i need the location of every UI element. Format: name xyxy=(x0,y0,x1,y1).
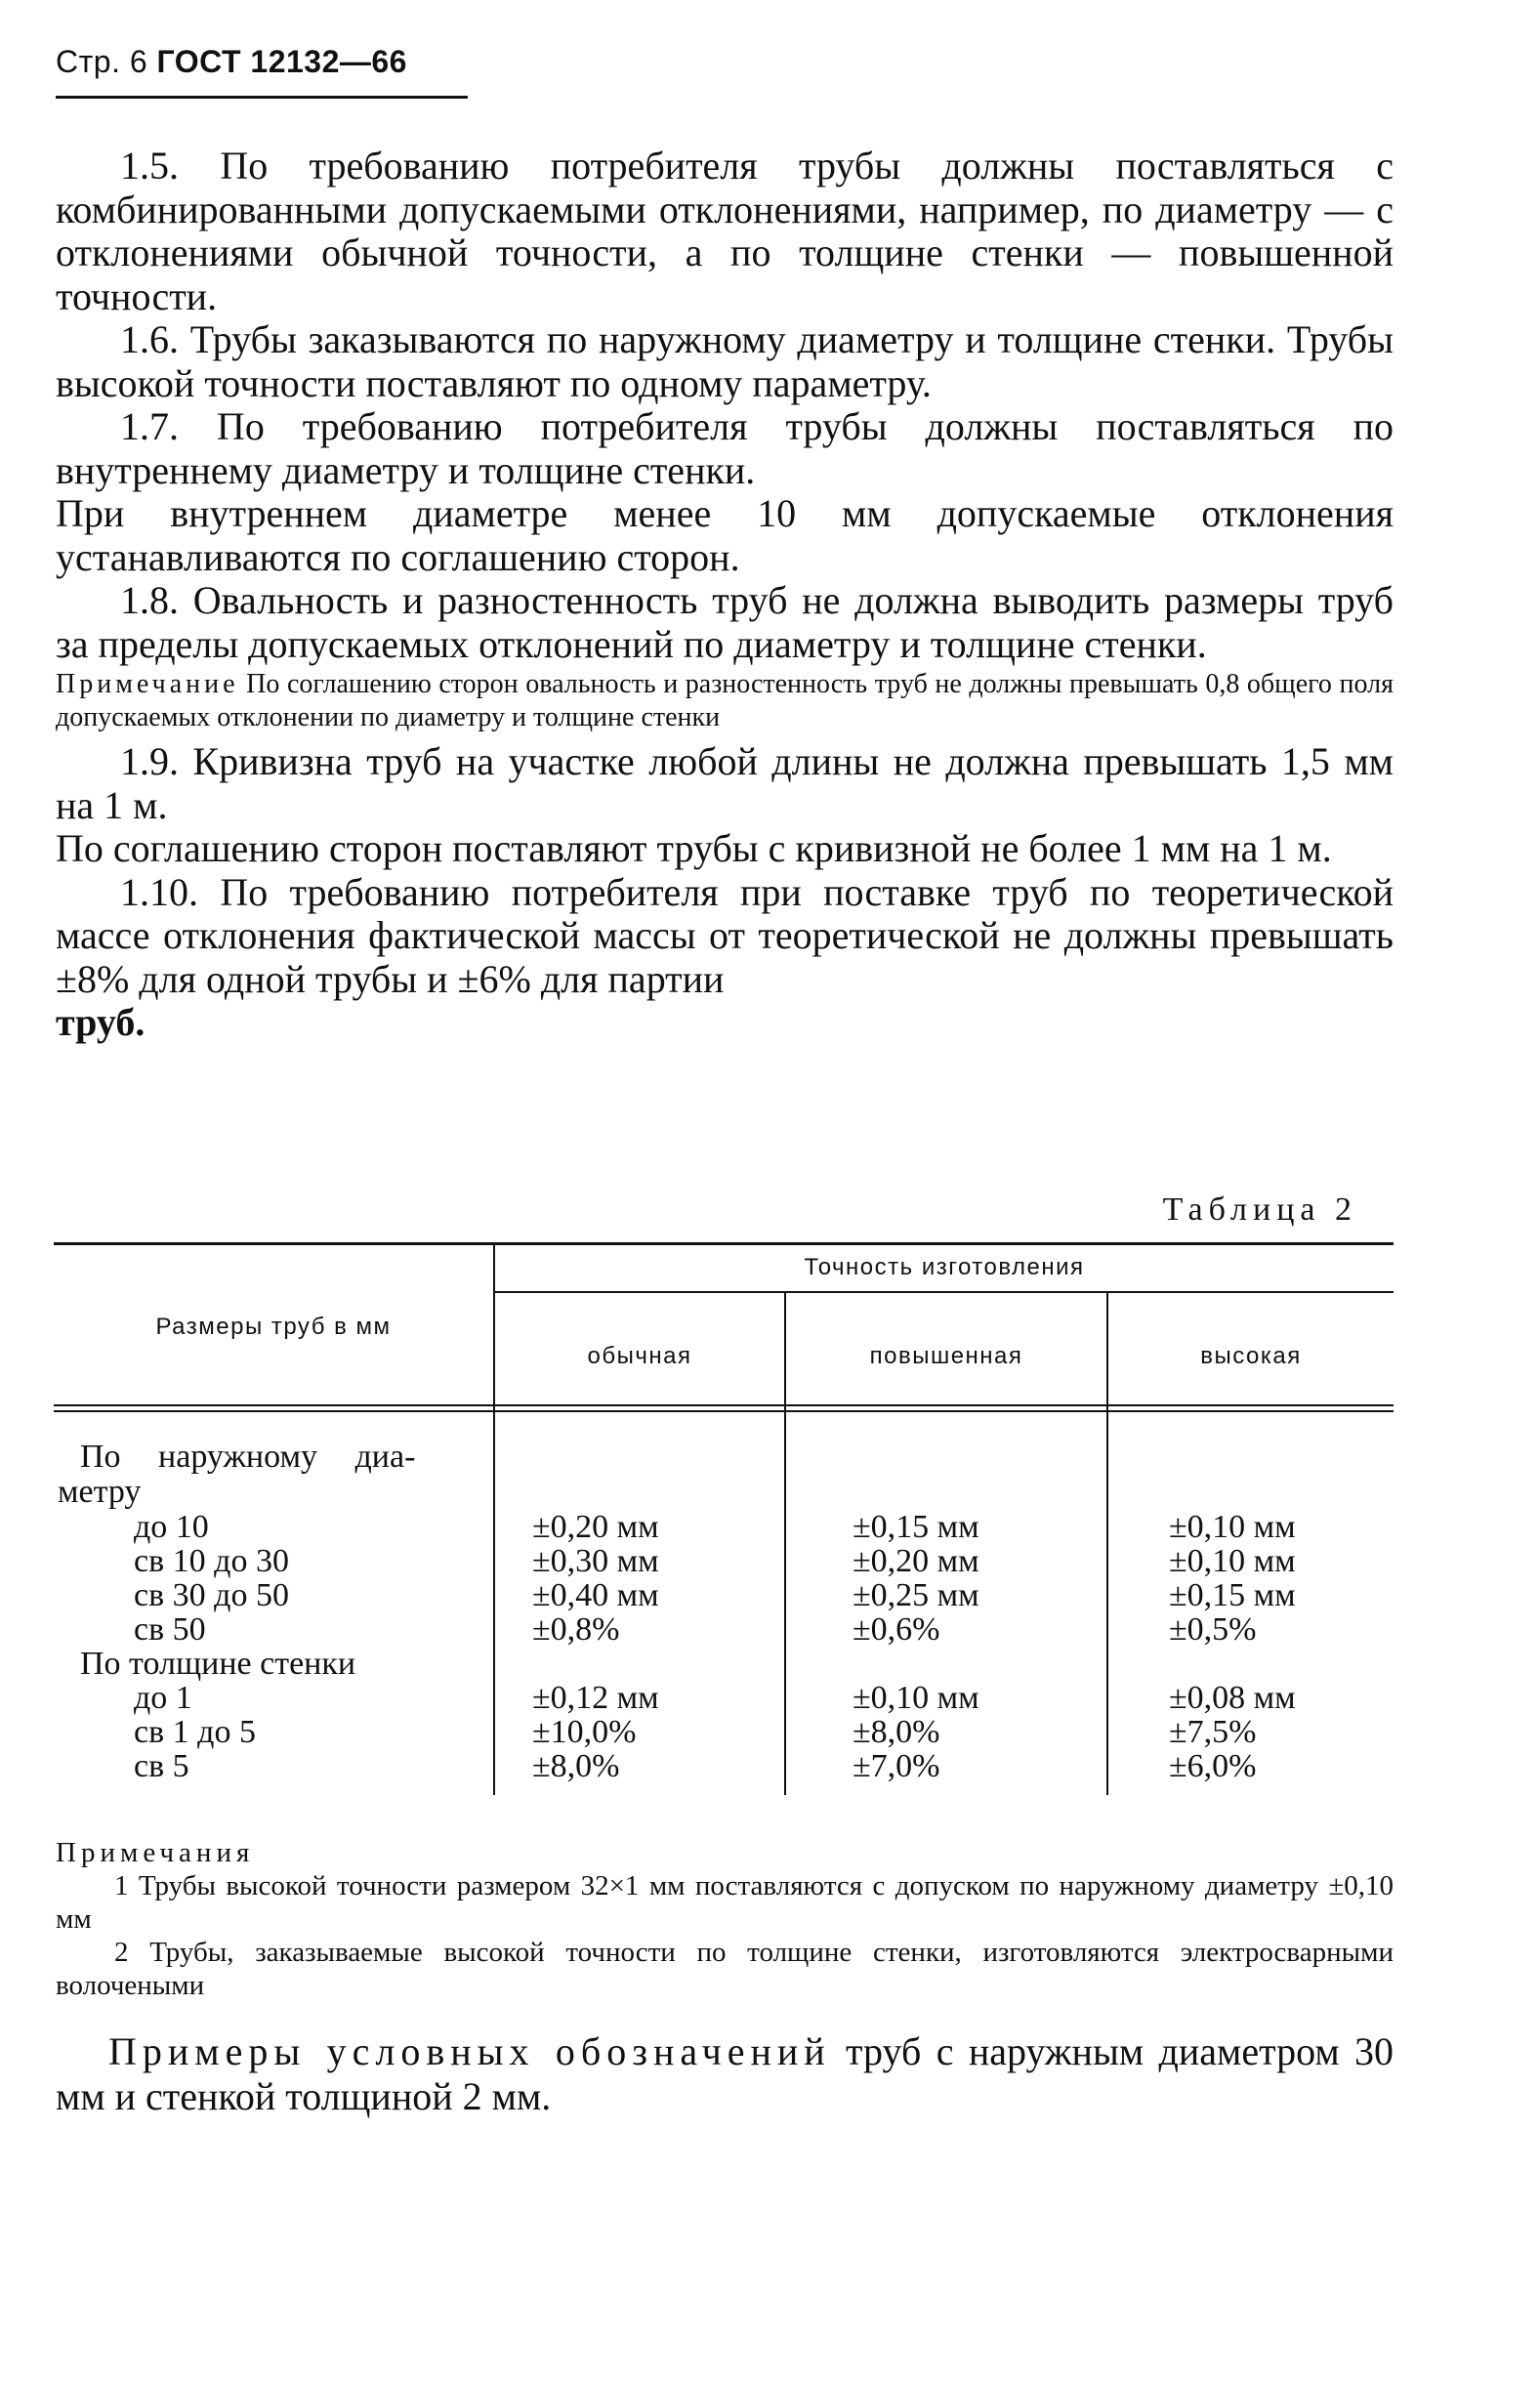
cell-high-5: ±0,08 мм xyxy=(1169,1680,1296,1716)
paragraph-1-6: 1.6. Трубы заказываются по наружному диаметру и толщине стенки. Трубы высокой точности поставляют по одному параметру. xyxy=(56,317,1394,405)
row-label-1: до 10 xyxy=(134,1509,209,1545)
body-text xyxy=(56,145,1394,1045)
examples-paragraph xyxy=(56,2029,1394,2119)
table-header-rule-2 xyxy=(54,1410,1394,1412)
paragraph-1-9: 1.9. Кривизна труб на участке любой длины не должна превышать 1,5 мм на 1 м. xyxy=(56,739,1394,827)
group-outer-diameter-line1: По наружному диа- xyxy=(80,1439,416,1475)
cell-high-6: ±7,5% xyxy=(1169,1714,1257,1750)
cell-increased-5: ±0,10 мм xyxy=(853,1680,979,1716)
cell-high-3: ±0,15 мм xyxy=(1169,1577,1296,1613)
cell-normal-4: ±0,8% xyxy=(532,1611,620,1648)
group-outer-diameter-line2: метру xyxy=(58,1474,142,1510)
cell-increased-6: ±8,0% xyxy=(853,1714,940,1750)
header-sizes: Размеры труб в мм xyxy=(155,1314,392,1340)
header-increased: повышенная xyxy=(869,1343,1023,1369)
paragraph-1-5: 1.5. По требованию потребителя трубы должны поставляться с комбинированными допускаемыми отклонениями, например, по диаметру — с отклонениями обычной точности, а по толщине стенки — повышенной точности. xyxy=(56,144,1394,318)
header-rule xyxy=(56,96,468,99)
group-outer-diameter xyxy=(80,1440,490,1475)
paragraph-1-10: 1.10. По требованию потребителя при поставке труб по теоретической массе отклонения фактической массы от теоретической не должны превышать ±8% для одной трубы и ±6% для партии xyxy=(56,869,1394,1001)
cell-increased-7: ±7,0% xyxy=(853,1748,940,1784)
cell-increased-4: ±0,6% xyxy=(853,1611,940,1648)
table-col-divider-1 xyxy=(493,1242,495,1795)
cell-normal-2: ±0,30 мм xyxy=(532,1543,659,1579)
cell-normal-6: ±10,0% xyxy=(532,1714,637,1750)
paragraph-1-10-end: труб. xyxy=(56,1000,146,1044)
note-1: 1 Трубы высокой точности размером 32×1 мм поставляются с допуском по наружному диаметру ±0,10 мм xyxy=(56,1870,1394,1935)
paragraph-1-7: 1.7. По требованию потребителя трубы должны поставляться по внутреннему диаметру и толщине стенки. xyxy=(56,404,1394,492)
row-label-3: св 30 до 50 xyxy=(134,1577,289,1613)
paragraph-1-9-continued: По соглашению сторон поставляют трубы с кривизной не более 1 мм на 1 м. xyxy=(56,826,1332,870)
standard-number: ГОСТ 12132—66 xyxy=(156,44,407,79)
table-2 xyxy=(54,1242,1394,1799)
note-2: 2 Трубы, заказываемые высокой точности по толщине стенки, изготовляются электросварными волочеными xyxy=(56,1937,1394,2001)
paragraph-1-8: 1.8. Овальность и разностенность труб не должна выводить размеры труб за пределы допускаемых отклонений по диаметру и толщине стенки. xyxy=(56,578,1394,666)
examples-rest: труб с наружным диаметром 30 мм и стенкой толщиной 2 мм. xyxy=(56,2029,1394,2118)
paragraph-1-8-note xyxy=(56,668,1394,734)
table-notes xyxy=(56,1836,1394,2002)
row-label-7: св 5 xyxy=(134,1748,189,1784)
cell-normal-3: ±0,40 мм xyxy=(532,1577,659,1613)
table-group-rule xyxy=(493,1291,1394,1293)
notes-title: Примечания xyxy=(56,1837,255,1868)
group-wall-thickness: По толщине стенки xyxy=(80,1646,356,1682)
examples-lead: Примеры условных обозначений xyxy=(108,2029,831,2073)
table-caption: Таблица 2 xyxy=(1162,1191,1357,1228)
page-header xyxy=(56,44,407,80)
cell-normal-5: ±0,12 мм xyxy=(532,1680,659,1716)
row-label-2: св 10 до 30 xyxy=(134,1543,289,1579)
cell-normal-1: ±0,20 мм xyxy=(532,1509,659,1545)
cell-high-4: ±0,5% xyxy=(1169,1611,1257,1648)
cell-increased-1: ±0,15 мм xyxy=(853,1509,979,1545)
row-label-6: св 1 до 5 xyxy=(134,1714,256,1750)
header-high: высокая xyxy=(1200,1343,1302,1369)
page-number: Стр. 6 xyxy=(56,44,148,79)
row-label-4: св 50 xyxy=(134,1611,206,1648)
cell-increased-2: ±0,20 мм xyxy=(853,1543,979,1579)
cell-normal-7: ±8,0% xyxy=(532,1748,620,1784)
cell-high-1: ±0,10 мм xyxy=(1169,1509,1296,1545)
designation-examples xyxy=(56,2029,1394,2119)
header-accuracy-group: Точность изготовления xyxy=(804,1254,1085,1280)
paragraph-1-7-continued: При внутреннем диаметре менее 10 мм допускаемые отклонения устанавливаются по соглашению сторон. xyxy=(56,491,1394,579)
cell-increased-3: ±0,25 мм xyxy=(853,1577,979,1613)
header-normal: обычная xyxy=(587,1343,692,1369)
row-label-5: до 1 xyxy=(134,1680,192,1716)
cell-high-7: ±6,0% xyxy=(1169,1748,1257,1784)
note-text: По соглашению сторон овальность и разностенность труб не должны превышать 0,8 общего поля допускаемых отклонении по диаметру и толщине стенки xyxy=(56,669,1394,732)
note-label: Примечание xyxy=(56,669,239,699)
table-top-rule xyxy=(54,1242,1394,1245)
cell-high-2: ±0,10 мм xyxy=(1169,1543,1296,1579)
table-header-rule-1 xyxy=(54,1404,1394,1406)
